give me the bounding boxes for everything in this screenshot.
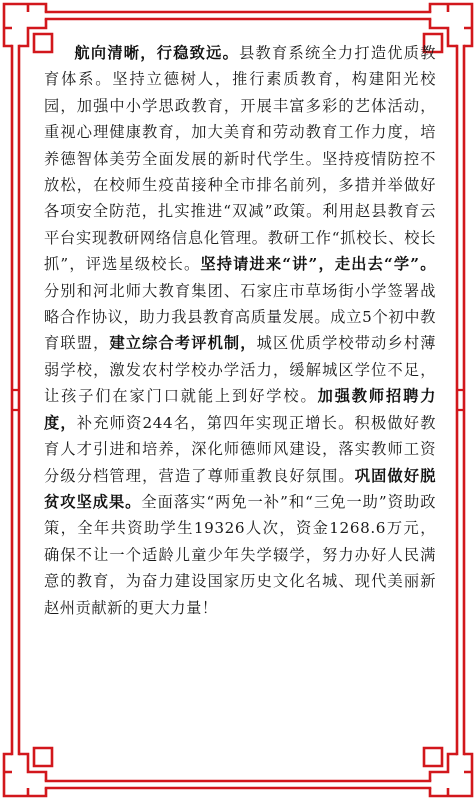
emphasis-phrase: 建立综合考评机制， <box>109 334 257 353</box>
article-paragraph <box>44 40 436 621</box>
body-text: 全面落实“两免一补”和“三免一助”资助政策，全年共资助学生19326人次，资金1268.6万元，确保不让一个适龄儿童少年失学辍学，努力办好人民满意的教育，为奋力建设国家历史文化名城、现代美丽新赵州贡献新的更大力量！ <box>44 492 436 617</box>
emphasis-phrase: 坚持请进来“讲”，走出去“学”。 <box>200 255 437 274</box>
emphasis-phrase: 巩固做好脱贫攻坚成果。 <box>44 466 436 511</box>
body-text: 补充师资244名，第四年实现正增长。积极做好教育人才引进和培养，深化师德师风建设，落实教师工资分级分档管理，营造了尊师重教良好氛围。 <box>44 413 436 485</box>
body-text: 分别和河北师大教育集团、石家庄市草场街小学签署战略合作协议，助力我县教育高质量发展。成立5个初中教育联盟， <box>44 281 436 353</box>
body-text: 城区优质学校带动乡村薄弱学校，激发农村学校办学活力，缓解城区学位不足，让孩子们在家门口就能上到好学校。 <box>44 334 437 406</box>
article-body <box>44 40 436 621</box>
emphasis-phrase: 加强教师招聘力度， <box>44 387 436 432</box>
headline-phrase: 航向清晰，行稳致远。 <box>74 44 240 62</box>
body-text: 县教育系统全力打造优质教育体系。坚持立德树人，推行素质教育，构建阳光校园，加强中小学思政教育，开展丰富多彩的艺体活动，重视心理健康教育，加大美育和劳动教育工作力度，培养德智体美劳全面发展的新时代学生。坚持疫情防控不放松，在校师生疫苗接种全市排名前列，多措并举做好各项安全防范，扎实推进“双减”政策。利用赵县教育云平台实现教研网络信息化管理。教研工作“抓校长、校长抓”，评选星级校长。 <box>44 44 437 274</box>
